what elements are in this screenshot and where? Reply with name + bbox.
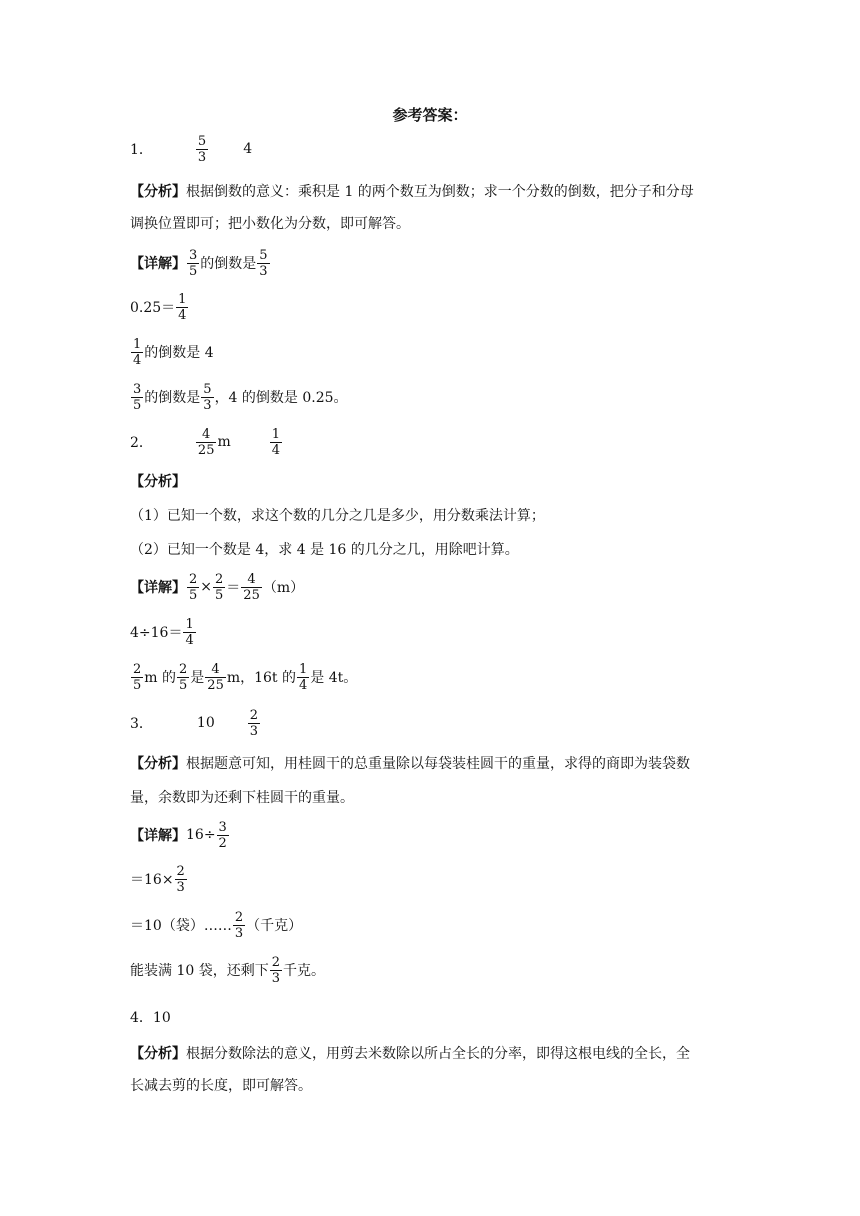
q2-analysis-line-1: （1）已知一个数，求这个数的几分之几是多少，用分数乘法计算； (130, 508, 545, 524)
q2-analysis-line-2: （2）已知一个数是 4，求 4 是 16 的几分之几，用除吧计算。 (130, 542, 519, 558)
q1-answer-fraction: $\frac{5}{3}$ (197, 133, 207, 165)
q4-analysis-line-1: 【分析】 根据分数除法的意义，用剪去米数除以所占全长的分率，即得这根电线的全长，全 (130, 1036, 690, 1070)
q4-number: 4．10 (130, 1010, 171, 1026)
analysis-tag: 【分析】 (130, 756, 186, 772)
q2-detail-line-1: 【详解】 $\frac{2}{5}$ × $\frac{2}{5}$ ＝ $\frac{4}{25}$ （m） (130, 571, 305, 603)
q2-detail-line-3: $\frac{2}{5}$ m 的 $\frac{2}{5}$ 是 $\frac{4}{25}$ m，16t 的 $\frac{1}{4}$ 是 4t。 (133, 661, 358, 693)
q2-number: 2． (130, 435, 153, 451)
q2-analysis-tag-line (130, 464, 186, 498)
q1-detail-line-2: 0.25＝ $\frac{1}{4}$ (130, 291, 187, 323)
q1-detail-line-4: $\frac{3}{5}$ 的倒数是 $\frac{5}{3}$ ，4 的倒数是 0.25。 (133, 381, 348, 413)
q3-detail-line-3: ＝10（袋）…… $\frac{2}{3}$ （千克） (130, 909, 303, 941)
q3-number: 3． (130, 716, 153, 732)
q3-detail-line-2: ＝16× $\frac{2}{3}$ (130, 863, 185, 895)
q4-answer-line (130, 1000, 171, 1034)
q1-number: 1． (130, 142, 153, 158)
q3-analysis-line-1: 【分析】 根据题意可知，用桂圆干的总重量除以每袋装桂圆干的重量，求得的商即为装袋数 (130, 746, 690, 780)
q1-analysis-line-2: 调换位置即可；把小数化为分数，即可解答。 (130, 216, 410, 232)
detail-tag: 【详解】 (130, 256, 186, 272)
q4-analysis-line-2: 长减去剪的长度，即可解答。 (130, 1078, 312, 1094)
q3-detail-line-1: 【详解】 16÷ $\frac{3}{2}$ (130, 819, 227, 851)
q3-answer-line: 3． 10 $\frac{2}{3}$ (130, 707, 259, 739)
q2-detail-line-2: 4÷16＝ $\frac{1}{4}$ (130, 616, 194, 648)
q2-answer-line: 2． $\frac{4}{25}$ m $\frac{1}{4}$ (130, 426, 281, 458)
q1-answer-2: 4 (243, 141, 253, 157)
analysis-tag: 【分析】 (130, 1046, 186, 1062)
q3-detail-line-4: 能装满 10 袋，还剩下 $\frac{2}{3}$ 千克。 (130, 954, 325, 986)
q3-analysis-line-2: 量，余数即为还剩下桂圆干的重量。 (130, 790, 354, 806)
q1-answer-line (130, 132, 252, 166)
q1-analysis-line-1: 【分析】 根据倒数的意义：乘积是 1 的两个数互为倒数；求一个分数的倒数，把分子和分母 (130, 174, 694, 208)
analysis-tag: 【分析】 (130, 184, 186, 200)
detail-tag: 【详解】 (130, 828, 186, 844)
answer-title: 参考答案： (392, 106, 468, 124)
q1-detail-line-1: 【详解】 $\frac{3}{5}$ 的倒数是 $\frac{5}{3}$ (130, 247, 268, 279)
detail-tag: 【详解】 (130, 580, 186, 596)
analysis-tag: 【分析】 (130, 474, 186, 490)
q1-detail-line-3: $\frac{1}{4}$ 的倒数是 4 (133, 336, 214, 368)
